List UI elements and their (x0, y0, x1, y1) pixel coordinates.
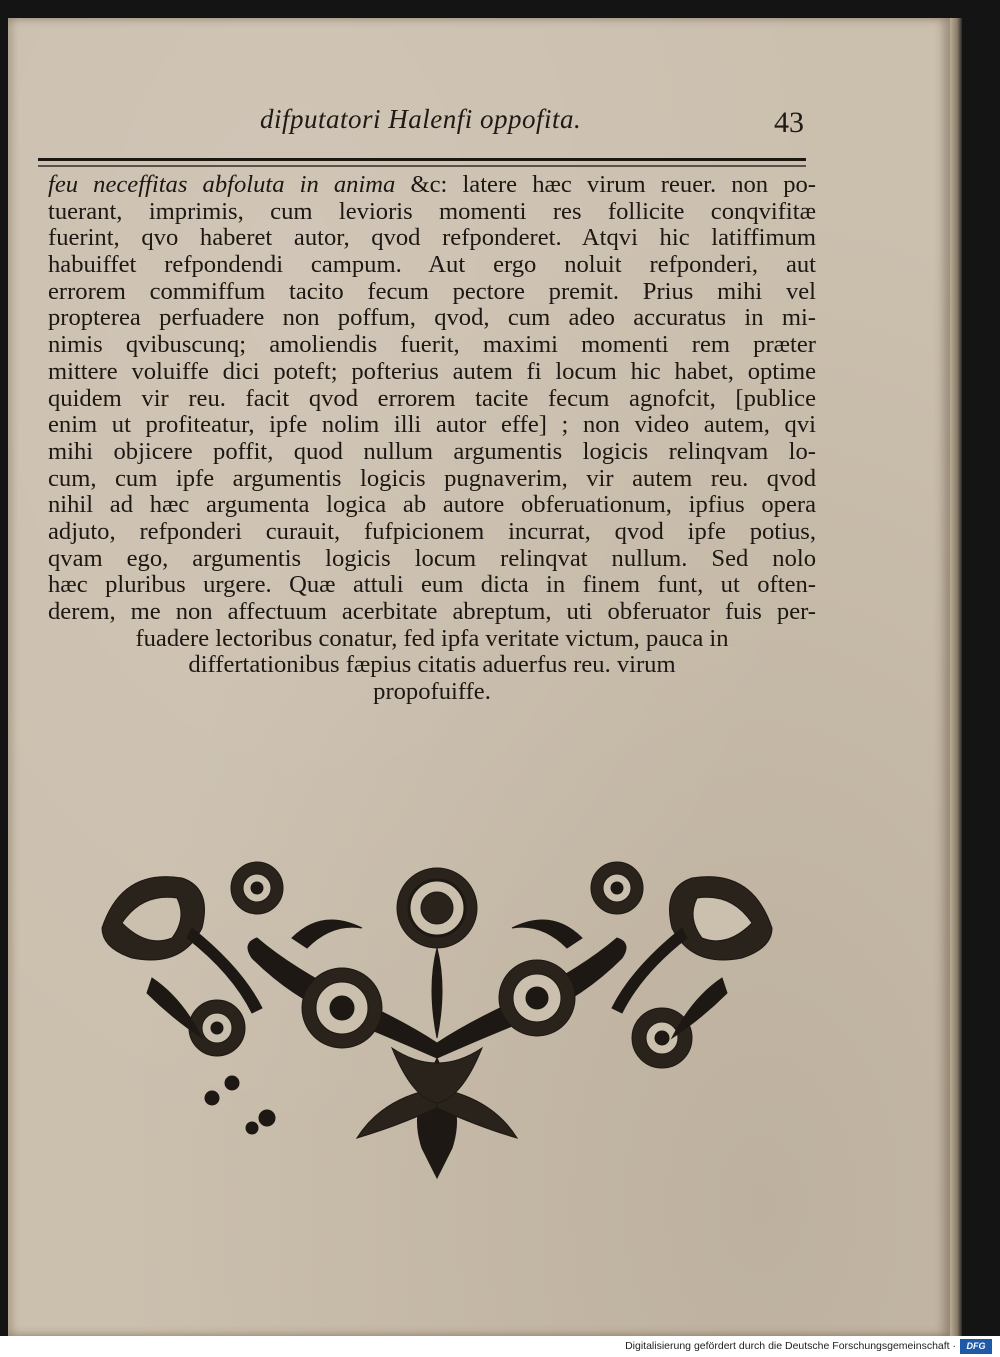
text-line (48, 172, 816, 199)
text-line: qvam ego, argumentis logicis locum relinqvat nullum. Sed nolo (48, 544, 816, 572)
text-line: nimis qvibuscunq; amoliendis fuerit, maximi momenti rem præter (48, 331, 816, 359)
text-line: cum, cum ipfe argumentis logicis pugnaverim, vir autem reu. qvod (48, 464, 816, 492)
text-line: mihi objicere poffit, quod nullum argumentis logicis relinqvam lo- (48, 437, 816, 465)
text-line-italic: feu neceffitas abfoluta in anima (48, 171, 396, 198)
text-line-rest: &c: latere hæc virum reuer. non po- (410, 171, 816, 198)
text-line: fuerint, qvo haberet autor, qvod refponderet. Atqvi hic latiffimum (48, 224, 816, 252)
text-line: propterea perfuadere non poffum, qvod, cum adeo accuratus in mi- (48, 304, 816, 332)
text-line: mittere voluiffe dici poteft; pofterius autem fi locum hic habet, optime (48, 357, 816, 385)
dfg-logo: DFG (960, 1339, 992, 1354)
text-line-centered: differtationibus fæpius citatis aduerfus reu. virum (188, 651, 676, 679)
running-head: difputatori Halenfi oppofita. (260, 104, 582, 134)
page-number: 43 (774, 106, 804, 139)
footer-credit: Digitalisierung gefördert durch die Deutsche Forschungsgemeinschaft · (625, 1340, 956, 1352)
header-rule-thin (38, 165, 806, 167)
text-line: derem, me non affectuum acerbitate abreptum, uti obferuator fuis per- (48, 598, 816, 625)
page-edge (950, 18, 962, 1336)
text-line: hæc pluribus urgere. Quæ attuli eum dicta in finem funt, ut often- (48, 571, 816, 599)
text-line-centered: fuadere lectoribus conatur, fed ipfa veritate victum, pauca in (135, 624, 729, 652)
text-line: errorem commiffum tacito fecum pectore premit. Prius mihi vel (48, 277, 816, 305)
text-line: nihil ad hæc argumenta logica ab autore obferuationum, ipfius opera (48, 491, 816, 519)
header-rule (38, 158, 806, 161)
text-line: habuiffet refpondendi campum. Aut ergo noluit refponderi, aut (48, 251, 816, 279)
text-line: adjuto, refponderi curauit, fufpicionem incurrat, qvod ipfe potius, (48, 517, 816, 545)
text-line: enim ut profiteatur, ipfe nolim illi autor effe] ; non video autem, qvi (48, 411, 816, 439)
text-line: quidem vir reu. facit qvod errorem tacite fecum agnofcit, [publice (48, 384, 816, 412)
text-line: tuerant, imprimis, cum levioris momenti res follicite conqvifitæ (48, 197, 816, 225)
body-text (48, 172, 816, 706)
floral-woodcut-ornament (92, 848, 782, 1183)
text-line-centered: propofuiffe. (373, 678, 491, 706)
